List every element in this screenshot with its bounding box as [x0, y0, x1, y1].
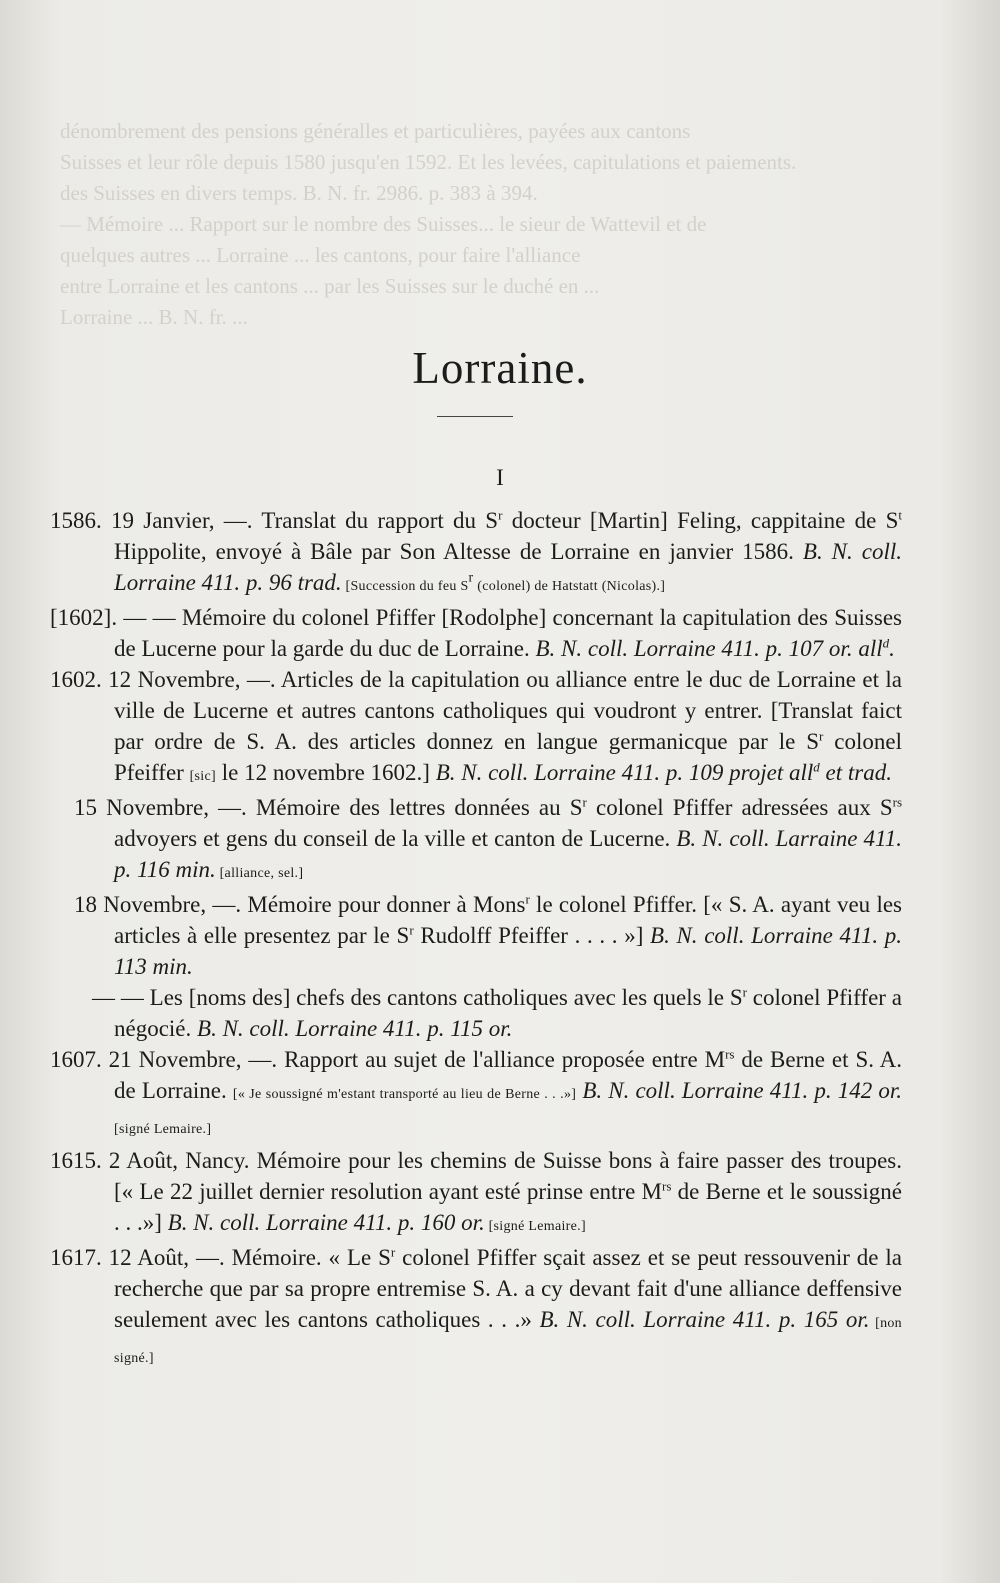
bracket-note: [signé Lemaire.] — [114, 1122, 212, 1137]
entry-15-novembre: 15 Novembre, —. Mémoire des lettres données au $S^r$ colonel Pfiffer adressées aux $S^{rs}$ advoyers et gens du conseil de la ville et canton de Lucerne. B. N. coll. Larraine 411. p. 116 min. [alliance, sel.] — [74, 794, 902, 882]
source-reference: B. N. coll. Lorraine 411. p. 109 projet all$^d$ et trad. — [435, 759, 892, 785]
ghost-line: dénombrement des pensions généralles et particulières, payées aux cantons — [60, 119, 691, 143]
ghost-line: Suisses et leur rôle depuis 1580 jusqu'en 1592. Et les levées, capitulations et paiements. — [60, 150, 797, 174]
entry-chefs-cantons: — — Les [noms des] chefs des cantons catholiques avec les quels le $S^r$ colonel Pfiffer a négocié. B. N. coll. Lorraine 411. p. 115 or. — [92, 984, 902, 1041]
source-reference: B. N. coll. Lorraine 411. p. 165 or. — [539, 1307, 870, 1332]
entry-1607: 1607. 21 Novembre, —. Rapport au sujet de l'alliance proposée entre $M^{rs}$ de Berne et S. A. de Lorraine. [« Je soussigné m'estant transporté au lieu de Berne . . .»] B. N. coll. Lorraine 411. p. 142 or. [signé Lemaire.] — [50, 1046, 903, 1137]
entry-1586: 1586. 19 Janvier, —. Translat du rapport du $S^r$ docteur [Martin] Feling, cappitaine de $S^t$ Hippolite, envoyé à Bâle par Son Altesse de Lorraine en janvier 1586. B. N. coll. Lorraine 411. p. 96 trad. [Succession du feu $S^r$ (colonel) de Hatstatt (Nicolas).] — [50, 507, 903, 595]
entry-1615: 1615. 2 Août, Nancy. Mémoire pour les chemins de Suisse bons à faire passer des troupes. [« Le 22 juillet dernier resolution ayant esté prinse entre $M^{rs}$ de Berne et le soussigné . . .»] B. N. coll. Lorraine 411. p. 160 or. [signé Lemaire.] — [50, 1148, 902, 1235]
source-reference: B. N. coll. Lorraine 411. p. 113 min. — [114, 923, 902, 979]
bracket-note: (colonel) de Hatstatt (Nicolas).] — [473, 579, 666, 594]
bracket-note: [signé Lemaire.] — [484, 1219, 586, 1234]
bracket-note: [alliance, sel.] — [215, 866, 304, 881]
section-number: I — [496, 465, 504, 490]
entry-1617: 1617. 12 Août, —. Mémoire. « Le $S^r$ colonel Pfiffer sçait assez et se peut ressouvenir de la recherche que par sa propre entremise S. A. a cy devant fait d'une alliance deffensive seulement avec les cantons catholiques . . .» B. N. coll. Lorraine 411. p. 165 or. [non signé.] — [50, 1244, 902, 1366]
ghost-line: Lorraine ... B. N. fr. ... — [60, 305, 248, 329]
bleed-through-text — [60, 100, 940, 333]
ghost-line: quelques autres ... Lorraine ... les cantons, pour faire l'alliance — [60, 243, 581, 267]
source-reference: B. N. coll. Lorraine 411. p. 107 or. all$^d$. — [535, 635, 895, 661]
source-reference: B. N. coll. Lorraine 411. p. 115 or. — [197, 1016, 513, 1041]
title-divider — [437, 416, 513, 417]
entry-1602b: 1602. 12 Novembre, —. Articles de la capitulation ou alliance entre le duc de Lorraine et la ville de Lucerne et autres cantons catholiques qui voudront y entrer. [Translat faict par ordre de S. A. des articles donnez en langue germanicque par le $S^r$ colonel Pfeiffer [sic] le 12 novembre 1602.] B. N. coll. Lorraine 411. p. 109 projet all$^d$ et trad. — [50, 667, 902, 785]
bracket-note: [non signé.] — [114, 1316, 902, 1366]
source-reference: B. N. coll. Larraine 411. p. 116 min. — [114, 826, 902, 882]
bracket-note: [sic] — [189, 769, 216, 784]
ghost-line: entre Lorraine et les cantons ... par les Suisses sur le duché en ... — [60, 274, 600, 298]
bracket-note: [« Je soussigné m'estant transporté au lieu de Berne . . .»] — [232, 1087, 577, 1102]
ghost-line: — Mémoire ... Rapport sur le nombre des Suisses... le sieur de Wattevil et de — [60, 212, 707, 236]
entry-1602a: [1602]. — — Mémoire du colonel Pfiffer [Rodolphe] concernant la capitulation des Suisses de Lucerne pour la garde du duc de Lorraine. B. N. coll. Lorraine 411. p. 107 or. all$^d$. — [50, 605, 902, 661]
source-reference: B. N. coll. Lorraine 411. p. 142 or. — [576, 1078, 902, 1103]
source-reference: B. N. coll. Lorraine 411. p. 96 trad. — [114, 539, 902, 595]
ghost-line: des Suisses en divers temps. B. N. fr. 2986. p. 383 à 394. — [60, 181, 538, 205]
bracket-note: [Succession du feu S — [341, 579, 469, 594]
page-title: Lorraine. — [412, 343, 588, 393]
source-reference: B. N. coll. Lorraine 411. p. 160 or. — [167, 1210, 485, 1235]
entry-18-novembre: 18 Novembre, —. Mémoire pour donner à Mons$^r$ le colonel Pfiffer. [« S. A. ayant veu les articles à elle presentez par le $S^r$ Rudolff Pfeiffer . . . . »] B. N. coll. Lorraine 411. p. 113 min. — [74, 891, 902, 979]
entry-list — [50, 505, 902, 1374]
